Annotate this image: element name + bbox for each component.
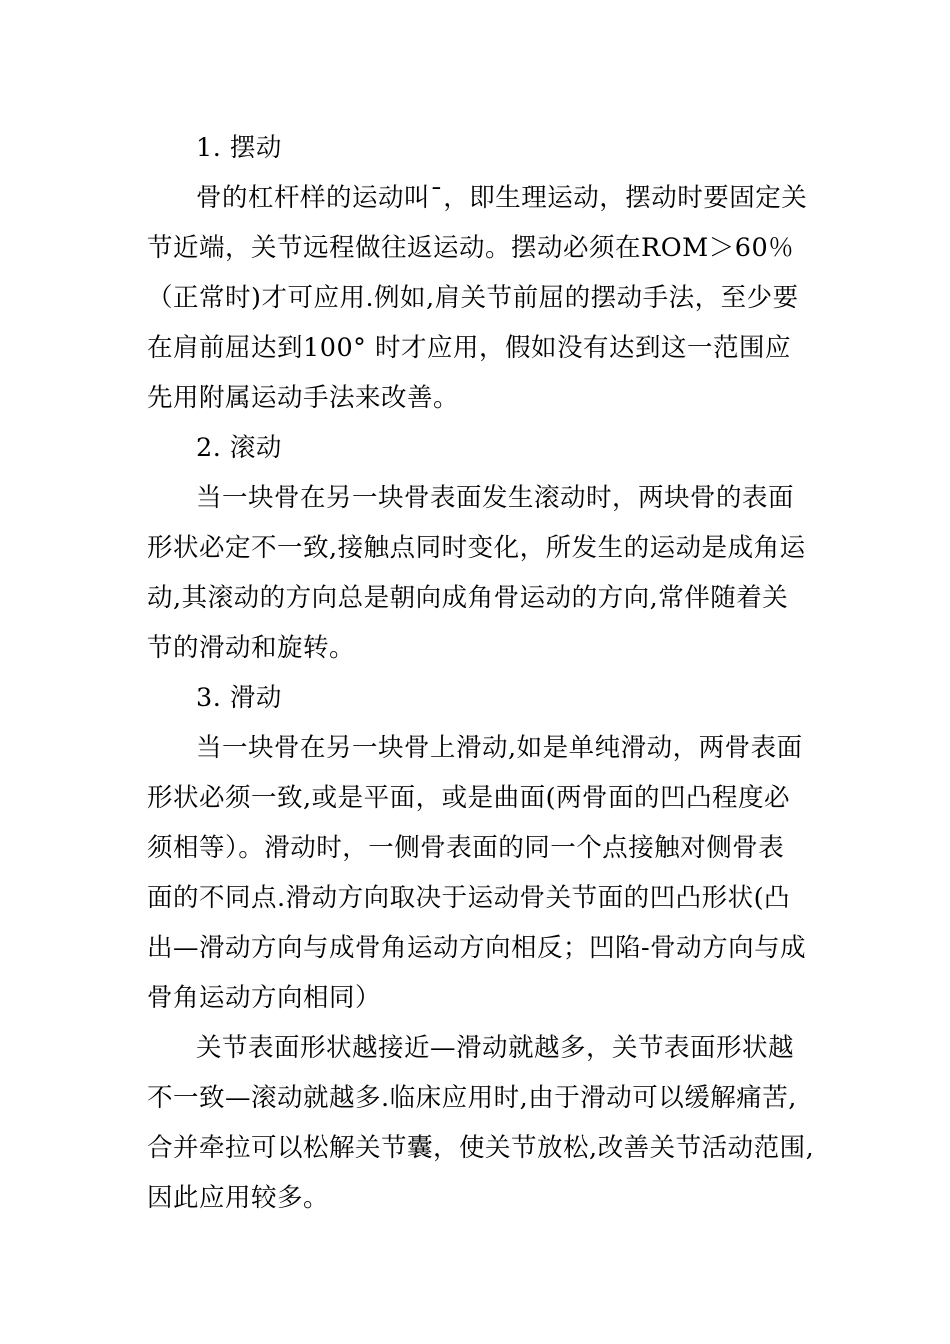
heading-roll: 2. 滚动 [196, 433, 282, 463]
paragraph-line: 节近端，关节远程做往返运动。摆动必须在ROM＞60％ [147, 233, 795, 263]
paragraph-line: 出—滑动方向与成骨角运动方向相反；凹陷-骨动方向与成 [147, 933, 807, 963]
paragraph-line: 因此应用较多。 [147, 1183, 330, 1213]
paragraph-line: 关节表面形状越接近—滑动就越多，关节表面形状越 [196, 1033, 795, 1063]
paragraph-line: 当一块骨在另一块骨上滑动,如是单纯滑动，两骨表面 [196, 733, 803, 763]
paragraph-line: 不一致—滚动就越多.临床应用时,由于滑动可以缓解痛苦, [147, 1083, 797, 1113]
paragraph-line: （正常时)才可应用.例如,肩关节前屈的摆动手法，至少要 [147, 283, 799, 313]
heading-slide: 3. 滑动 [196, 683, 282, 713]
paragraph-line: 形状必定不一致,接触点同时变化，所发生的运动是成角运 [147, 533, 806, 563]
paragraph-line: 节的滑动和旋转。 [147, 633, 356, 663]
heading-swing: 1. 摆动 [196, 133, 282, 163]
paragraph-line: 先用附属运动手法来改善。 [147, 383, 460, 413]
paragraph-line: 面的不同点.滑动方向取决于运动骨关节面的凹凸形状(凸 [147, 883, 791, 913]
paragraph-line: 动,其滚动的方向总是朝向成角骨运动的方向,常伴随着关 [147, 583, 789, 613]
paragraph-line: 形状必须一致,或是平面，或是曲面(两骨面的凹凸程度必 [147, 783, 791, 813]
paragraph-line: 骨的杠杆样的运动叫¯，即生理运动，摆动时要固定关 [196, 183, 808, 213]
paragraph-line: 骨角运动方向相同） [147, 983, 382, 1013]
paragraph-line: 合并牵拉可以松解关节囊，使关节放松,改善关节活动范围, [147, 1133, 815, 1163]
paragraph-line: 在肩前屈达到100° 时才应用，假如没有达到这一范围应 [147, 333, 792, 363]
paragraph-line: 当一块骨在另一块骨表面发生滚动时，两块骨的表面 [196, 483, 795, 513]
paragraph-line: 须相等）。滑动时，一侧骨表面的同一个点接触对侧骨表 [147, 833, 785, 863]
